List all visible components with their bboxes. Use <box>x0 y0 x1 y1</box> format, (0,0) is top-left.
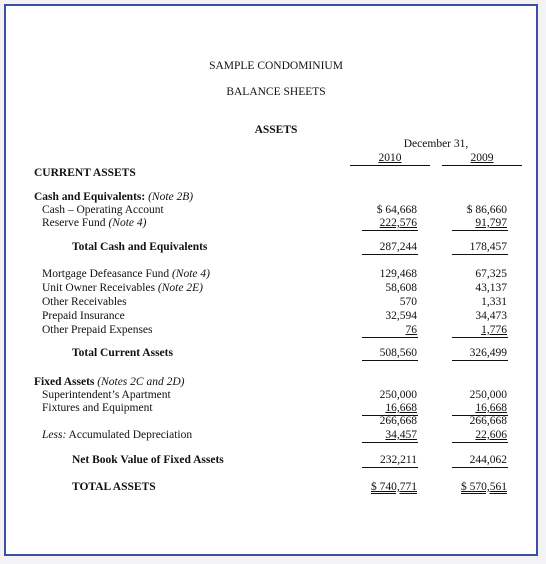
total-cash-label: Total Cash and Equivalents <box>72 241 208 253</box>
total-current-label: Total Current Assets <box>72 347 173 359</box>
cash-heading <box>34 191 193 204</box>
value-2010-unit-owner-receivables: 58,608 <box>385 282 417 294</box>
underline-2010-total-current <box>362 360 418 361</box>
underline-2010-depreciation <box>362 442 418 443</box>
value-2009-mortgage-defeasance: 67,325 <box>475 268 507 280</box>
company-name: SAMPLE CONDOMINIUM <box>209 60 343 72</box>
value-2010-accumulated-depreciation: 34,457 <box>385 429 417 441</box>
value-2010-fixtures-equipment: 16,668 <box>385 402 417 414</box>
value-2009-fixtures-equipment: 16,668 <box>475 402 507 414</box>
fixed-assets-heading <box>34 376 184 389</box>
fixed-subtotal-2010: 266,668 <box>379 415 417 427</box>
underline-2009-total-cash <box>452 254 508 255</box>
value-2010-reserve-fund: 222,576 <box>379 217 417 229</box>
value-2009-other-receivables: 1,331 <box>481 296 507 308</box>
column-underline-2009 <box>442 165 522 166</box>
value-2009-reserve-fund: 91,797 <box>475 217 507 229</box>
value-2010-other-prepaid: 76 <box>405 324 417 336</box>
column-underline-2010 <box>350 165 430 166</box>
row-label-reserve-fund <box>42 217 146 230</box>
section-title: ASSETS <box>254 124 298 136</box>
value-2010-cash-operating: $ 64,668 <box>376 204 417 216</box>
underline-2010-other-prepaid <box>362 337 418 338</box>
period-label: December 31, <box>403 138 469 150</box>
underline-2009-net-book <box>452 467 508 468</box>
underline-2009-total-current <box>452 360 508 361</box>
fixed-subtotal-2009: 266,668 <box>469 415 507 427</box>
reserve-fund-label: Reserve Fund <box>42 217 106 229</box>
net-book-2010: 232,211 <box>380 454 417 466</box>
row-label-cash-operating: Cash – Operating Account <box>42 204 164 216</box>
reserve-fund-note: (Note 4) <box>108 217 147 229</box>
value-2009-unit-owner-receivables: 43,137 <box>475 282 507 294</box>
value-2010-mortgage-defeasance: 129,468 <box>379 268 417 280</box>
underline-2010-reserve <box>362 230 418 231</box>
column-header-2009: 2009 <box>470 152 494 164</box>
depreciation-label: Accumulated Depreciation <box>68 429 193 441</box>
fixed-assets-label: Fixed Assets <box>34 376 95 388</box>
value-2010-superintendent-apartment: 250,000 <box>379 389 417 401</box>
document-page <box>4 4 538 556</box>
underline-2010-net-book <box>362 467 418 468</box>
total-assets-label: TOTAL ASSETS <box>72 481 156 493</box>
value-2010-prepaid-insurance: 32,594 <box>385 310 417 322</box>
mortgage-defeasance-label: Mortgage Defeasance Fund <box>42 268 170 280</box>
total-cash-2010: 287,244 <box>379 241 417 253</box>
document-title: BALANCE SHEETS <box>226 86 326 98</box>
net-book-label: Net Book Value of Fixed Assets <box>72 454 224 466</box>
value-2009-other-prepaid: 1,776 <box>481 324 507 336</box>
value-2009-prepaid-insurance: 34,473 <box>475 310 507 322</box>
underline-2009-other-prepaid <box>452 337 508 338</box>
total-assets-2010: $ 740,771 <box>371 481 417 493</box>
fixed-assets-note: (Notes 2C and 2D) <box>97 376 185 388</box>
net-book-2009: 244,062 <box>469 454 507 466</box>
row-label-accumulated-depreciation <box>42 429 192 442</box>
total-current-2009: 326,499 <box>469 347 507 359</box>
total-cash-2009: 178,457 <box>469 241 507 253</box>
value-2009-cash-operating: $ 86,660 <box>466 204 507 216</box>
total-current-2010: 508,560 <box>379 347 417 359</box>
total-assets-2009: $ 570,561 <box>461 481 507 493</box>
row-label-superintendent-apartment: Superintendent’s Apartment <box>42 389 171 401</box>
current-assets-heading: CURRENT ASSETS <box>34 167 136 179</box>
mortgage-defeasance-note: (Note 4) <box>171 268 210 280</box>
row-label-mortgage-defeasance <box>42 268 210 281</box>
row-label-other-receivables: Other Receivables <box>42 296 127 308</box>
column-header-2010: 2010 <box>378 152 402 164</box>
row-label-prepaid-insurance: Prepaid Insurance <box>42 310 125 322</box>
value-2010-other-receivables: 570 <box>399 296 417 308</box>
value-2009-superintendent-apartment: 250,000 <box>469 389 507 401</box>
row-label-other-prepaid: Other Prepaid Expenses <box>42 324 153 336</box>
underline-2010-total-cash <box>362 254 418 255</box>
value-2009-accumulated-depreciation: 22,606 <box>475 429 507 441</box>
depreciation-prefix: Less: <box>42 429 67 441</box>
unit-owner-receivables-note: (Note 2E) <box>157 282 203 294</box>
underline-2009-reserve <box>452 230 508 231</box>
row-label-fixtures-equipment: Fixtures and Equipment <box>42 402 153 414</box>
cash-heading-note: (Note 2B) <box>148 191 194 203</box>
row-label-unit-owner-receivables <box>42 282 203 295</box>
underline-2009-depreciation <box>452 442 508 443</box>
unit-owner-receivables-label: Unit Owner Receivables <box>42 282 156 294</box>
cash-heading-label: Cash and Equivalents: <box>34 191 146 203</box>
